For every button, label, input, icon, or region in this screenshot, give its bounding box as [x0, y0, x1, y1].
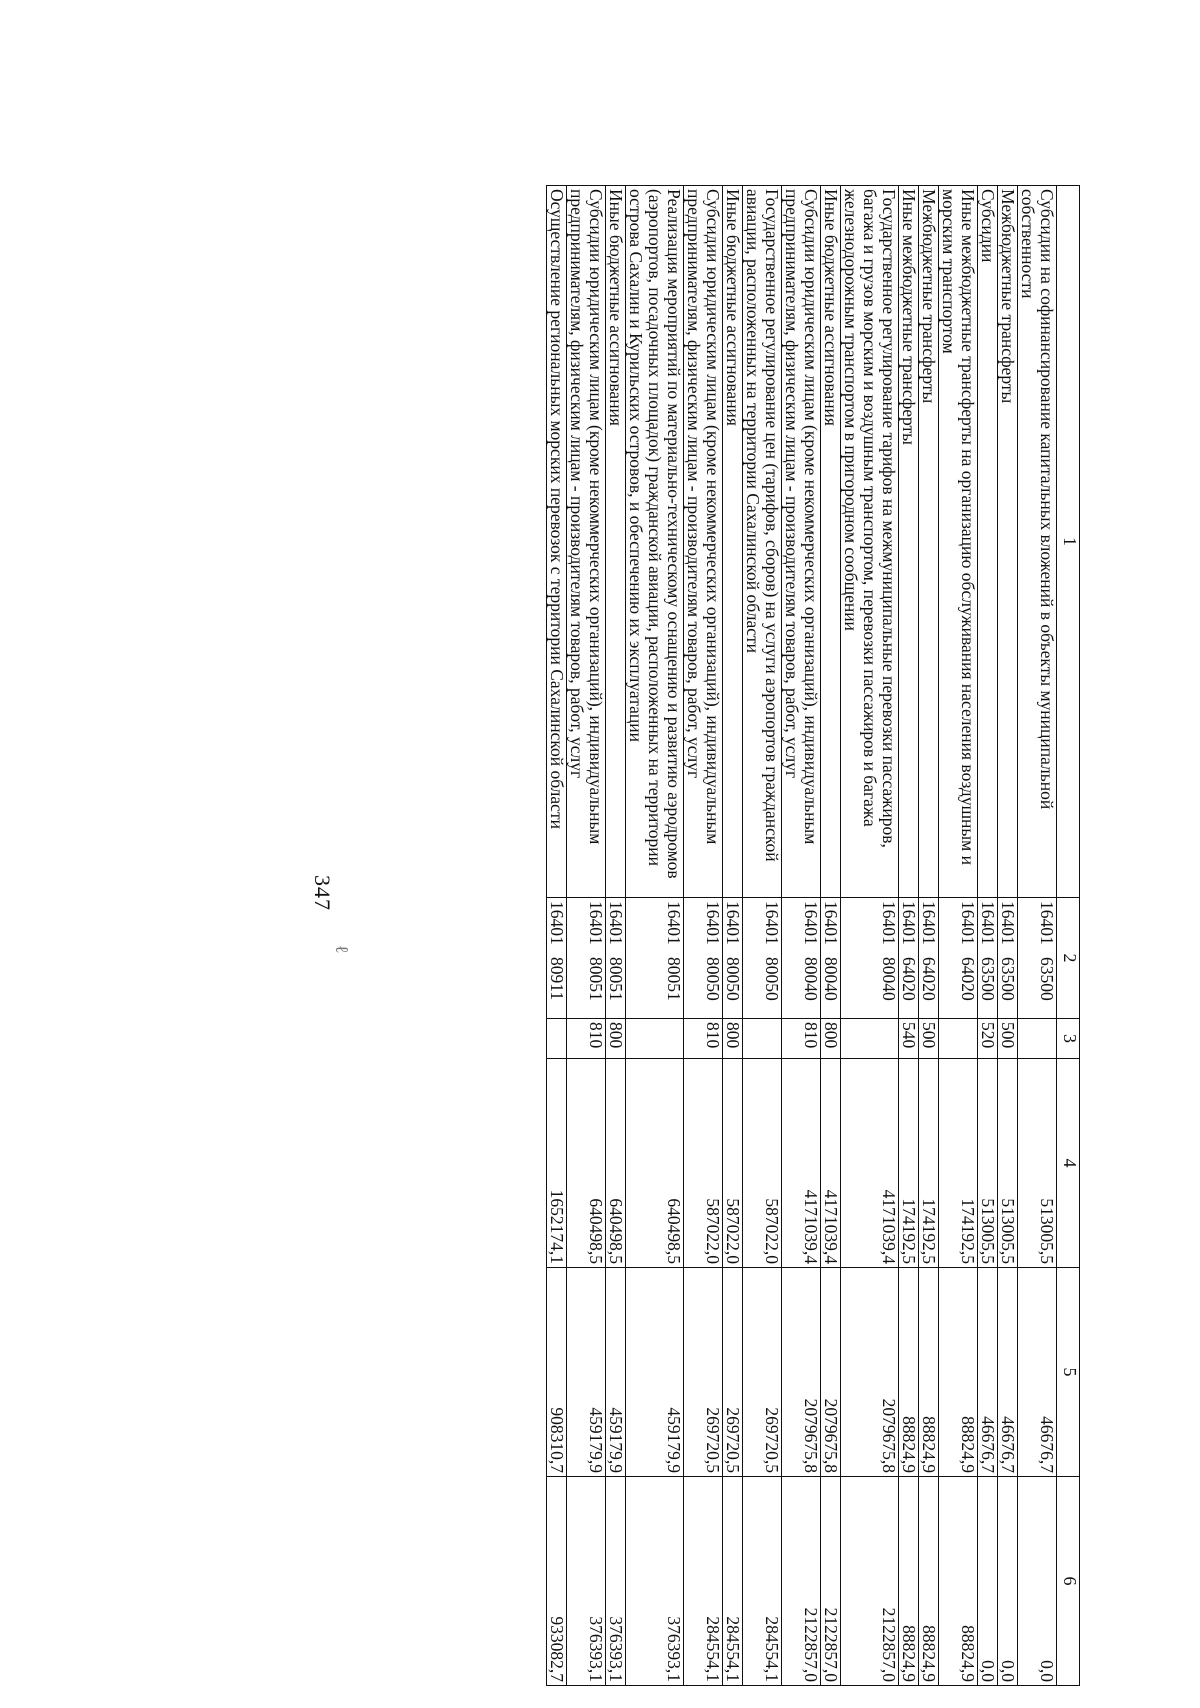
row-code	[547, 898, 567, 1019]
row-code-program: 16401	[664, 901, 684, 945]
table-row	[821, 186, 841, 1686]
row-value-6: 2122857,0	[841, 1477, 899, 1686]
row-code-program: 16401	[586, 901, 606, 945]
row-code	[919, 898, 939, 1019]
row-code-direction: 80050	[703, 957, 723, 1001]
row-code-direction: 63500	[998, 957, 1018, 1001]
row-value-5: 46676,7	[1018, 1268, 1057, 1477]
table-row	[684, 186, 723, 1686]
row-code	[606, 898, 626, 1019]
row-name: Иные бюджетные ассигнования	[821, 186, 841, 898]
row-value-5: 459179,9	[626, 1268, 684, 1477]
row-value-5: 269720,5	[723, 1268, 743, 1477]
row-expense-type	[743, 1019, 782, 1059]
row-name: Осуществление региональных морских перевозок с территории Сахалинской области	[547, 186, 567, 898]
row-name: Реализация мероприятий по материально-техническому оснащению и развитию аэродромов (аэропортов, посадочных площадок) гражданской авиации, расположенных на территории острова Сахалин и Курильских островов, и обеспечению их эксплуатации	[626, 186, 684, 898]
row-expense-type: 800	[606, 1019, 626, 1059]
row-name: Субсидии юридическим лицам (кроме некоммерческих организаций), индивидуальным предпринимателям, физическим лицам - производителям товаров, работ, услуг	[782, 186, 821, 898]
row-code-program: 16401	[879, 901, 899, 945]
row-expense-type	[939, 1019, 978, 1059]
row-value-5: 459179,9	[567, 1268, 606, 1477]
row-value-6: 88824,9	[899, 1477, 919, 1686]
row-value-5: 2079675,8	[821, 1268, 841, 1477]
table-row	[998, 186, 1018, 1686]
page-number: 347	[310, 875, 335, 911]
row-value-4: 4171039,4	[841, 1059, 899, 1268]
row-value-5: 88824,9	[939, 1268, 978, 1477]
row-value-5: 908310,7	[547, 1268, 567, 1477]
row-name: Межбюджетные трансферты	[998, 186, 1018, 898]
table-row	[919, 186, 939, 1686]
row-expense-type: 810	[782, 1019, 821, 1059]
row-value-5: 88824,9	[899, 1268, 919, 1477]
row-name: Субсидии на софинансирование капитальных вложений в объекты муниципальной собственности	[1018, 186, 1057, 898]
row-code-program: 16401	[821, 901, 841, 945]
row-code-program: 16401	[978, 901, 998, 945]
table-row	[1018, 186, 1057, 1686]
row-value-5: 46676,7	[978, 1268, 998, 1477]
row-value-6: 376393,1	[626, 1477, 684, 1686]
row-expense-type: 810	[567, 1019, 606, 1059]
row-value-6: 2122857,0	[782, 1477, 821, 1686]
row-expense-type	[547, 1019, 567, 1059]
row-value-5: 269720,5	[743, 1268, 782, 1477]
row-value-4: 640498,5	[626, 1059, 684, 1268]
row-code	[782, 898, 821, 1019]
row-value-4: 174192,5	[919, 1059, 939, 1268]
row-expense-type	[1018, 1019, 1057, 1059]
row-code	[723, 898, 743, 1019]
row-value-4: 1652174,1	[547, 1059, 567, 1268]
table-header-row	[1057, 186, 1080, 1686]
row-code-direction: 80050	[723, 957, 743, 1001]
row-name: Иные бюджетные ассигнования	[606, 186, 626, 898]
row-name: Иные межбюджетные трансферты	[899, 186, 919, 898]
row-value-6: 88824,9	[939, 1477, 978, 1686]
row-value-5: 269720,5	[684, 1268, 723, 1477]
row-code-direction: 80051	[664, 957, 684, 1001]
row-code-program: 16401	[998, 901, 1018, 945]
row-name: Государственное регулирование цен (тарифов, сборов) на услуги аэропортов гражданской авиации, расположенных на территории Сахалинской области	[743, 186, 782, 898]
row-code-program: 16401	[919, 901, 939, 945]
row-code	[841, 898, 899, 1019]
row-name: Субсидии юридическим лицам (кроме некоммерческих организаций), индивидуальным предпринимателям, физическим лицам - производителям товаров, работ, услуг	[684, 186, 723, 898]
row-code-program: 16401	[958, 901, 978, 945]
row-expense-type: 800	[723, 1019, 743, 1059]
row-name: Иные межбюджетные трансферты на организацию обслуживания населения воздушным и морским транспортом	[939, 186, 978, 898]
row-code	[939, 898, 978, 1019]
column-header-1: 1	[1057, 186, 1080, 898]
row-value-4: 174192,5	[899, 1059, 919, 1268]
row-code-direction: 80040	[879, 957, 899, 1001]
row-code-direction: 64020	[919, 957, 939, 1001]
row-code-program: 16401	[703, 901, 723, 945]
row-value-6: 0,0	[998, 1477, 1018, 1686]
row-code-direction: 80051	[586, 957, 606, 1001]
row-code-program: 16401	[606, 901, 626, 945]
row-code-program: 16401	[723, 901, 743, 945]
row-code	[899, 898, 919, 1019]
table-row	[782, 186, 821, 1686]
row-expense-type	[626, 1019, 684, 1059]
row-code-direction: 80050	[762, 957, 782, 1001]
row-code	[567, 898, 606, 1019]
row-value-6: 376393,1	[567, 1477, 606, 1686]
row-code	[998, 898, 1018, 1019]
table-row	[743, 186, 782, 1686]
row-name: Государственное регулирование тарифов на межмуниципальные перевозки пассажиров, багажа и грузов морским и воздушным транспортом, перевозки пассажиров и багажа железнодорожным транспортом в пригородном сообщении	[841, 186, 899, 898]
row-code	[743, 898, 782, 1019]
row-code-program: 16401	[899, 901, 919, 945]
row-code-direction: 80040	[821, 957, 841, 1001]
row-expense-type: 500	[919, 1019, 939, 1059]
row-code	[821, 898, 841, 1019]
row-code	[626, 898, 684, 1019]
row-value-6: 0,0	[978, 1477, 998, 1686]
table-row	[841, 186, 899, 1686]
row-value-5: 46676,7	[998, 1268, 1018, 1477]
row-value-6: 88824,9	[919, 1477, 939, 1686]
table-row	[626, 186, 684, 1686]
row-value-6: 933082,7	[547, 1477, 567, 1686]
row-code-direction: 63500	[978, 957, 998, 1001]
row-code-program: 16401	[1037, 901, 1057, 945]
column-header-6: 6	[1057, 1477, 1080, 1686]
row-value-5: 2079675,8	[841, 1268, 899, 1477]
row-code	[684, 898, 723, 1019]
row-value-5: 459179,9	[606, 1268, 626, 1477]
table-row	[606, 186, 626, 1686]
row-name: Субсидии юридическим лицам (кроме некоммерческих организаций), индивидуальным предпринимателям, физическим лицам - производителям товаров, работ, услуг	[567, 186, 606, 898]
row-value-6: 2122857,0	[821, 1477, 841, 1686]
row-code-program: 16401	[762, 901, 782, 945]
row-code	[978, 898, 998, 1019]
row-value-4: 640498,5	[567, 1059, 606, 1268]
table-row	[899, 186, 919, 1686]
column-header-5: 5	[1057, 1268, 1080, 1477]
row-value-6: 284554,1	[743, 1477, 782, 1686]
row-value-6: 376393,1	[606, 1477, 626, 1686]
row-value-4: 587022,0	[684, 1059, 723, 1268]
row-value-4: 587022,0	[743, 1059, 782, 1268]
row-code-program: 16401	[801, 901, 821, 945]
column-header-2: 2	[1057, 898, 1080, 1019]
row-name: Субсидии	[978, 186, 998, 898]
row-value-6: 284554,1	[684, 1477, 723, 1686]
table-row	[547, 186, 567, 1686]
row-expense-type	[841, 1019, 899, 1059]
column-header-3: 3	[1057, 1019, 1080, 1059]
row-expense-type: 810	[684, 1019, 723, 1059]
row-value-4: 640498,5	[606, 1059, 626, 1268]
table-row	[723, 186, 743, 1686]
table-row	[939, 186, 978, 1686]
row-value-4: 4171039,4	[821, 1059, 841, 1268]
row-value-4: 4171039,4	[782, 1059, 821, 1268]
row-name: Межбюджетные трансферты	[919, 186, 939, 898]
row-code-direction: 80040	[801, 957, 821, 1001]
row-value-6: 284554,1	[723, 1477, 743, 1686]
row-code-direction: 80051	[606, 957, 626, 1001]
row-code-direction: 64020	[958, 957, 978, 1001]
handwritten-mark: ℓ	[332, 945, 352, 954]
row-code	[1018, 898, 1057, 1019]
row-value-4: 513005,5	[978, 1059, 998, 1268]
row-expense-type: 800	[821, 1019, 841, 1059]
row-name: Иные бюджетные ассигнования	[723, 186, 743, 898]
row-expense-type: 500	[998, 1019, 1018, 1059]
row-value-5: 2079675,8	[782, 1268, 821, 1477]
table-row	[567, 186, 606, 1686]
row-value-4: 513005,5	[1018, 1059, 1057, 1268]
row-expense-type: 520	[978, 1019, 998, 1059]
row-code-program: 16401	[547, 901, 567, 945]
rotated-page-stage	[140, 185, 1080, 1685]
row-code-direction: 64020	[899, 957, 919, 1001]
row-value-5: 88824,9	[919, 1268, 939, 1477]
row-expense-type: 540	[899, 1019, 919, 1059]
row-value-4: 174192,5	[939, 1059, 978, 1268]
row-value-4: 513005,5	[998, 1059, 1018, 1268]
table-row	[978, 186, 998, 1686]
budget-table	[546, 185, 1080, 1686]
table-body	[547, 186, 1057, 1686]
row-value-6: 0,0	[1018, 1477, 1057, 1686]
column-header-4: 4	[1057, 1059, 1080, 1268]
row-value-4: 587022,0	[723, 1059, 743, 1268]
row-code-direction: 63500	[1037, 957, 1057, 1001]
row-code-direction: 80911	[547, 957, 567, 1001]
